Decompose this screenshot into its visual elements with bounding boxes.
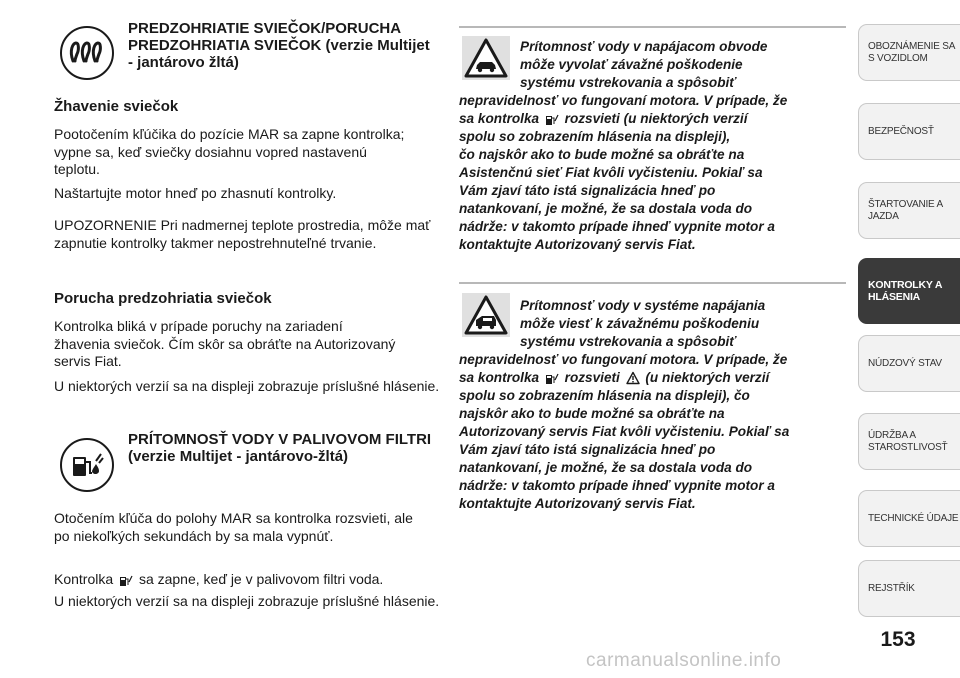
warning-2-line-4: nepravidelnosť vo fungovaní motora. V prípade, že xyxy=(459,352,788,367)
warning-2-line-5-end: (u niektorých verzií xyxy=(645,370,770,385)
glow-plug-fault-subhead: Porucha predzohriatia sviečok xyxy=(54,290,272,307)
page-number: 153 xyxy=(880,628,916,651)
water-in-fuel-icon xyxy=(60,438,114,492)
nav-tab-technical-data[interactable]: TECHNICKÉ ÚDAJE xyxy=(858,490,960,547)
water-in-fuel-para-3: U niektorých verzií sa na displeji zobrazuje príslušné hlásenie. xyxy=(54,593,440,609)
nav-tab-safety[interactable]: BEZPEČNOSŤ xyxy=(858,103,960,160)
warning-1-line-5 xyxy=(459,110,851,128)
warning-1-line-7: čo najskôr ako to bude možné sa obráťte na xyxy=(459,147,745,162)
glow-plug-para-1: Pootočením kľúčika do pozície MAR sa zapne kontrolka; vypne sa, keď sviečky dosiahnu vopred nastavenú teplotu. xyxy=(54,126,405,177)
warning-2-line-11: nádrže: v takomto prípade ihneď vypnite motor a xyxy=(459,478,775,493)
warning-1-line-3: systému vstrekovania a spôsobiť xyxy=(520,75,736,90)
warning-2-line-10: natankovaní, je možné, že sa dostala voda do xyxy=(459,460,753,475)
warning-1-line-2: môže vyvolať závažné poškodenie xyxy=(520,57,743,72)
glow-plug-para-3: UPOZORNENIE Pri nadmernej teplote prostredia, môže mať zapnutie kontrolky takmer nepostrehnuteľné trvanie. xyxy=(54,217,431,251)
water-in-fuel-para-2-start: Kontrolka xyxy=(54,571,114,587)
glow-plug-subhead: Žhavenie sviečok xyxy=(54,98,179,115)
warning-1-line-11: nádrže: v takomto prípade ihneď vypnite motor a xyxy=(459,219,775,234)
warning-2-line-8: Autorizovaný servis Fiat kvôli vyčisteniu. Pokiaľ sa xyxy=(459,424,790,439)
warning-2-line-3: systému vstrekovania a spôsobiť xyxy=(520,334,736,349)
warning-1-separator xyxy=(459,26,846,28)
warning-2-line-1: Prítomnosť vody v systéme napájania xyxy=(520,298,766,313)
warning-1-line-4: nepravidelnosť vo fungovaní motora. V prípade, že xyxy=(459,93,788,108)
warning-1-line-5-start: sa kontrolka xyxy=(459,111,540,126)
nav-tab-index[interactable]: REJSTŘÍK xyxy=(858,560,960,617)
glow-plug-fault-para-2: U niektorých verzií sa na displeji zobrazuje príslušné hlásenie. xyxy=(54,378,440,394)
warning-triangle-inline-icon xyxy=(626,371,640,385)
nav-tab-warning-lights[interactable]: KONTROLKY A HLÁSENIA xyxy=(858,258,960,324)
glow-plug-para-2: Naštartujte motor hneď po zhasnutí kontrolky. xyxy=(54,185,337,201)
warning-car-icon xyxy=(462,293,510,337)
nav-tab-emergency[interactable]: NÚDZOVÝ STAV xyxy=(858,335,960,392)
nav-tab-starting-driving[interactable]: ŠTARTOVANIE A JAZDA xyxy=(858,182,960,239)
water-in-fuel-para-1: Otočením kľúča do polohy MAR sa kontrolka rozsvieti, ale po niekoľkých sekundách by sa mala vypnúť. xyxy=(54,510,413,544)
warning-2-line-5 xyxy=(459,369,851,387)
warning-car-icon xyxy=(462,36,510,80)
warning-2-separator xyxy=(459,282,846,284)
nav-tab-maintenance[interactable]: ÚDRŽBA A STAROSTLIVOSŤ xyxy=(858,413,960,470)
warning-1-line-8: Asistenčnú sieť Fiat kvôli vyčisteniu. Pokiaľ sa xyxy=(459,165,763,180)
warning-2-line-9: Vám zjaví táto istá signalizácia hneď po xyxy=(459,442,716,457)
warning-1-line-12: kontaktujte Autorizovaný servis Fiat. xyxy=(459,237,696,252)
glow-plug-icon xyxy=(60,26,114,80)
warning-1-line-9: Vám zjaví táto istá signalizácia hneď po xyxy=(459,183,716,198)
water-in-fuel-inline-icon xyxy=(545,371,559,385)
nav-tab-getting-to-know[interactable]: OBOZNÁMENIE SA S VOZIDLOM xyxy=(858,24,960,81)
warning-2-line-2: môže viesť k závažnému poškodeniu xyxy=(520,316,760,331)
warning-2-line-7: najskôr ako to bude možné sa obráťte na xyxy=(459,406,725,421)
water-in-fuel-inline-icon xyxy=(119,573,133,587)
warning-1-line-5-end: rozsvieti (u niektorých verzií xyxy=(564,111,748,126)
warning-2-line-5-start: sa kontrolka xyxy=(459,370,540,385)
water-in-fuel-heading: PRÍTOMNOSŤ VODY V PALIVOVOM FILTRI (verzie Multijet - jantárovo-žltá) xyxy=(128,431,432,465)
warning-1-line-6: spolu so zobrazením hlásenia na displeji), xyxy=(459,129,731,144)
warning-2-line-6: spolu so zobrazením hlásenia na displeji), čo xyxy=(459,388,750,403)
water-in-fuel-para-2 xyxy=(54,571,454,589)
water-in-fuel-inline-icon xyxy=(545,112,559,126)
warning-1-line-1: Prítomnosť vody v napájacom obvode xyxy=(520,39,768,54)
glow-plug-fault-para-1: Kontrolka bliká v prípade poruchy na zariadení žhavenia sviečok. Čím skôr sa obráťte na Autorizovaný servis Fiat. xyxy=(54,318,396,369)
warning-2-line-12: kontaktujte Autorizovaný servis Fiat. xyxy=(459,496,696,511)
glow-plug-heading: PREDZOHRIATIE SVIEČOK/PORUCHA PREDZOHRIATIA SVIEČOK (verzie Multijet - jantárovo žltá) xyxy=(128,20,430,71)
watermark: carmanualsonline.info xyxy=(586,650,782,671)
water-in-fuel-para-2-end: sa zapne, keď je v palivovom filtri voda. xyxy=(138,571,384,587)
warning-2-line-5-mid: rozsvieti xyxy=(564,370,620,385)
warning-1-line-10: natankovaní, je možné, že sa dostala voda do xyxy=(459,201,753,216)
